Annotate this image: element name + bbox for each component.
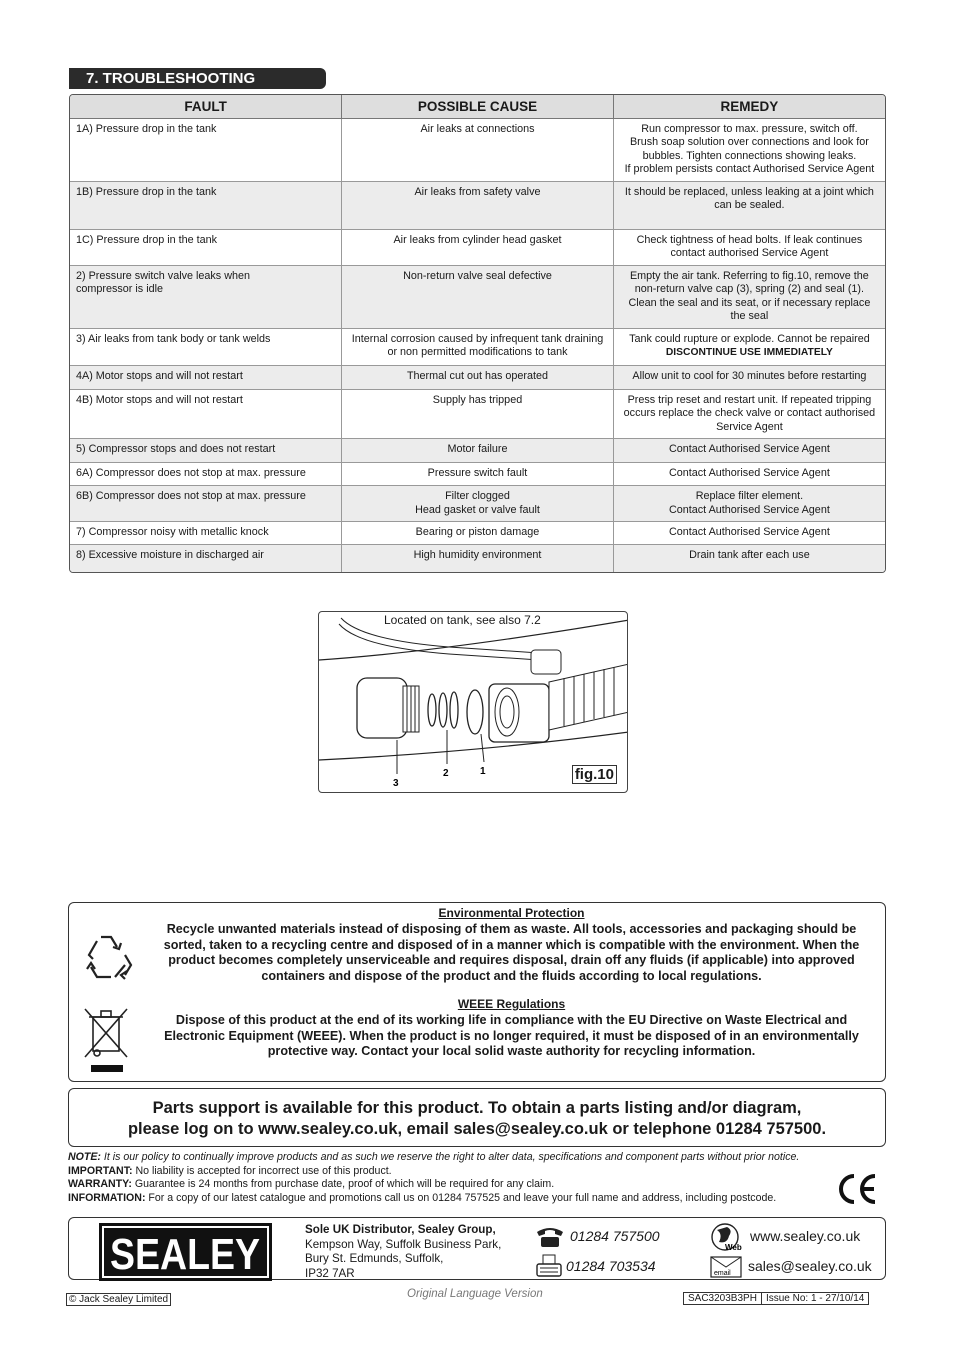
recycle-icon [81,929,137,985]
distributor-name: Sole UK Distributor, Sealey Group, [305,1223,496,1236]
fax-number[interactable]: 01284 703534 [566,1258,656,1274]
table-row [70,522,885,545]
email-icon [710,1256,742,1278]
document-code-box [683,1292,869,1305]
callout-1: 1 [480,766,486,777]
fault-cell: 2) Pressure switch valve leaks when compressor is idle [70,265,342,328]
remedy-cell: Replace filter element. Contact Authorised Service Agent [613,486,885,522]
cause-cell: Pressure switch fault [342,463,614,486]
address-line: Kempson Way, Suffolk Business Park, [305,1237,502,1251]
cause-cell: Motor failure [342,439,614,463]
important-text: No liability is accepted for incorrect use of this product. [132,1164,392,1177]
cause-cell: Air leaks from cylinder head gasket [342,229,614,265]
ce-mark-icon [835,1172,879,1206]
email-icon-label: email [714,1270,731,1277]
remedy-cell: Press trip reset and restart unit. If repeated tripping occurs replace the check valve or contact authorised Service Agent [613,389,885,439]
table-row [70,181,885,229]
remedy-cell [613,328,885,365]
information-text: For a copy of our latest catalogue and promotions call us on 01284 757525 and leave your full name and address, including postcode. [145,1191,777,1204]
environment-section [149,906,874,985]
logo-text: SEALEY [110,1230,260,1279]
important-line [68,1165,868,1179]
document-code: SAC3203B3PH [684,1293,762,1304]
web-icon-label: Web [725,1243,742,1252]
footer-box [68,1217,886,1280]
copyright: © Jack Sealey Limited [66,1293,171,1306]
information-label: INFORMATION: [68,1191,146,1204]
notes-section [68,1151,868,1205]
table-row [70,463,885,486]
telephone-icon [535,1226,565,1248]
remedy-cell: Check tightness of head bolts. If leak continues contact authorised Service Agent [613,229,885,265]
fault-cell: 5) Compressor stops and does not restart [70,439,342,463]
fault-cell: 8) Excessive moisture in discharged air [70,544,342,572]
callout-3: 3 [393,778,399,789]
weee-bin-icon [83,1007,131,1073]
weee-heading: WEEE Regulations [457,997,566,1011]
cause-cell: Non-return valve seal defective [342,265,614,328]
header-remedy: REMEDY [613,95,885,118]
environment-heading: Environmental Protection [438,906,585,920]
callout-2: 2 [443,768,449,779]
warranty-text: Guarantee is 24 months from purchase date, proof of which will be required for any claim. [131,1178,555,1191]
figure-caption: Located on tank, see also 7.2 [384,613,541,627]
website-link[interactable]: www.sealey.co.uk [750,1228,861,1244]
section-title: 7. TROUBLESHOOTING [69,68,326,89]
email-link[interactable]: sales@sealey.co.uk [748,1258,872,1274]
figure-label: fig.10 [572,765,617,784]
remedy-cell: Drain tank after each use [613,544,885,572]
information-line [68,1192,868,1206]
remedy-cell: Contact Authorised Service Agent [613,463,885,486]
header-fault: FAULT [70,95,342,118]
cause-cell: Internal corrosion caused by infrequent tank draining or non permitted modifications to tank [342,328,614,365]
sealey-logo [99,1223,272,1281]
phone-number[interactable]: 01284 757500 [570,1228,660,1244]
table-row [70,118,885,181]
remedy-cell: Run compressor to max. pressure, switch off. Brush soap solution over connections and look for bubbles. Tighten connections showing leaks. If problem persists contact Authorised Service Agent [613,118,885,181]
environmental-box [68,902,886,1082]
fault-cell: 6A) Compressor does not stop at max. pressure [70,463,342,486]
fault-cell: 7) Compressor noisy with metallic knock [70,522,342,545]
weee-text: Dispose of this product at the end of its working life in compliance with the EU Directive on Waste Electrical and Electronic Equipment (WEEE). When the product is no longer required, it must be disposed of in an environmentally protective way. Contact your local solid waste authority for recycling information. [164,1012,859,1059]
distributor-address [305,1223,501,1281]
table-row [70,439,885,463]
fault-cell: 1B) Pressure drop in the tank [70,181,342,229]
parts-line-1: Parts support is available for this product. To obtain a parts listing and/or diagram, [152,1099,802,1117]
table-row [70,265,885,328]
table-row [70,229,885,265]
remedy-text: Tank could rupture or explode. Cannot be repaired [629,332,870,345]
table-row [70,365,885,389]
warranty-label: WARRANTY: [68,1178,132,1191]
warranty-line [68,1178,868,1192]
header-cause: POSSIBLE CAUSE [342,95,614,118]
cause-cell: Thermal cut out has operated [342,365,614,389]
table-row [70,389,885,439]
figure-10 [318,611,628,793]
fault-cell: 1A) Pressure drop in the tank [70,118,342,181]
fault-cell: 6B) Compressor does not stop at max. pressure [70,486,342,522]
remedy-cell: Contact Authorised Service Agent [613,439,885,463]
cause-cell: High humidity environment [342,544,614,572]
remedy-cell: Contact Authorised Service Agent [613,522,885,545]
note-text: It is our policy to continually improve products and as such we reserve the right to alter data, specifications and component parts without prior notice. [100,1151,800,1163]
cause-cell: Supply has tripped [342,389,614,439]
fault-cell: 4A) Motor stops and will not restart [70,365,342,389]
remedy-warning: DISCONTINUE USE IMMEDIATELY [665,347,833,358]
cause-cell: Air leaks at connections [342,118,614,181]
address-line: IP32 7AR [305,1266,355,1280]
fault-cell: 1C) Pressure drop in the tank [70,229,342,265]
cause-cell: Air leaks from safety valve [342,181,614,229]
fault-cell: 4B) Motor stops and will not restart [70,389,342,439]
address-line: Bury St. Edmunds, Suffolk, [305,1252,444,1265]
weee-section [149,997,874,1060]
table-row [70,328,885,365]
web-globe-icon [709,1222,745,1252]
table-row [70,544,885,572]
table-header-row [70,95,885,118]
remedy-cell: It should be replaced, unless leaking at a joint which can be sealed. [613,181,885,229]
cause-cell: Filter clogged Head gasket or valve fault [342,486,614,522]
environment-text: Recycle unwanted materials instead of disposing of them as waste. All tools, accessories and packaging should be sorted, taken to a recycling centre and disposed of in a manner which is compatible with the environment. When the product becomes completely unserviceable and requires disposal, drain off any fluids (if applicable) into approved containers and dispose of the product and the fluids according to local regulations. [163,921,860,984]
table-row [70,486,885,522]
parts-line-2: please log on to www.sealey.co.uk, email sales@sealey.co.uk or telephone 01284 757500. [127,1120,827,1138]
fax-icon [535,1254,563,1278]
note-line [68,1151,868,1165]
remedy-cell: Empty the air tank. Referring to fig.10, remove the non-return valve cap (3), spring (2) and seal (1). Clean the seal and its seat, or if necessary replace the seal [613,265,885,328]
remedy-cell: Allow unit to cool for 30 minutes before restarting [613,365,885,389]
note-label: NOTE: [68,1151,101,1163]
issue-number: Issue No: 1 - 27/10/14 [765,1293,865,1304]
fault-cell: 3) Air leaks from tank body or tank welds [70,328,342,365]
troubleshooting-table [69,94,886,573]
important-label: IMPORTANT: [68,1164,133,1177]
language-version: Original Language Version [407,1288,543,1300]
parts-support-box [68,1088,886,1147]
cause-cell: Bearing or piston damage [342,522,614,545]
